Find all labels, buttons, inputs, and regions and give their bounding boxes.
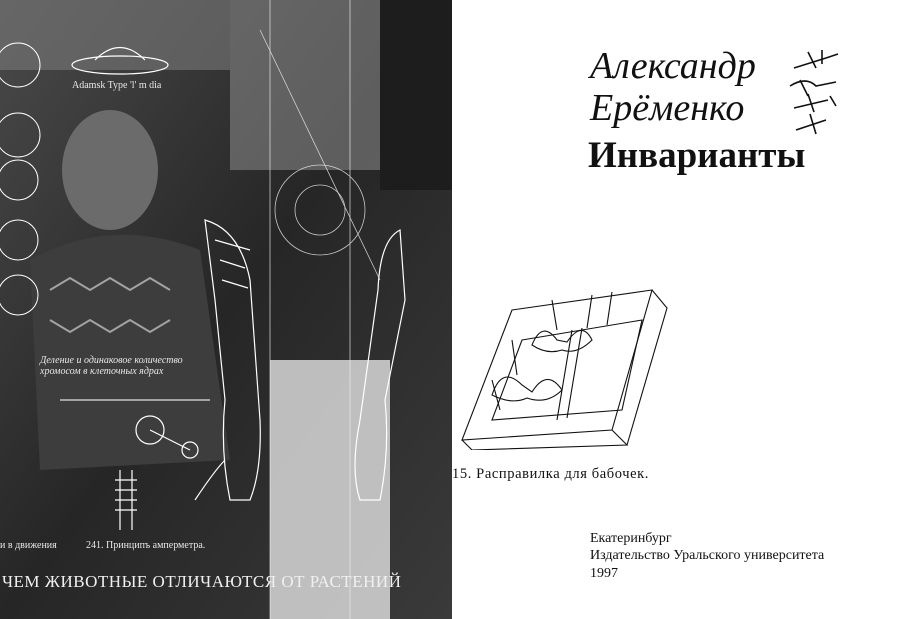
window-light	[0, 0, 230, 70]
top-label: Adamsk Type 'l' m dia	[72, 80, 162, 91]
left-caption: и в движения	[0, 540, 57, 551]
person-head	[62, 110, 158, 230]
author-last-name: Ерёменко	[590, 87, 745, 129]
figure-caption: 15. Расправилка для бабочек.	[452, 466, 650, 482]
title-page	[452, 0, 900, 619]
imprint-city: Екатеринбург	[590, 531, 672, 546]
imprint-year: 1997	[590, 566, 618, 581]
author-first-name: Александр	[590, 45, 756, 87]
person-sweater	[30, 235, 230, 470]
planes-emblem-icon	[786, 46, 846, 138]
nuclear-caption: Деление и одинаковое количество хромосом в клеточных ядрах	[40, 355, 183, 377]
butterfly-spreading-board-icon	[452, 280, 672, 450]
bottom-caption: ЧЕМ ЖИВОТНЫЕ ОТЛИЧАЮТСЯ ОТ РАСТЕНИЙ	[2, 572, 402, 591]
book-title: Инварианты	[588, 135, 806, 176]
ammeter-caption: 241. Принципъ амперметра.	[86, 540, 206, 551]
imprint-publisher: Издательство Уральского университета	[590, 548, 825, 563]
